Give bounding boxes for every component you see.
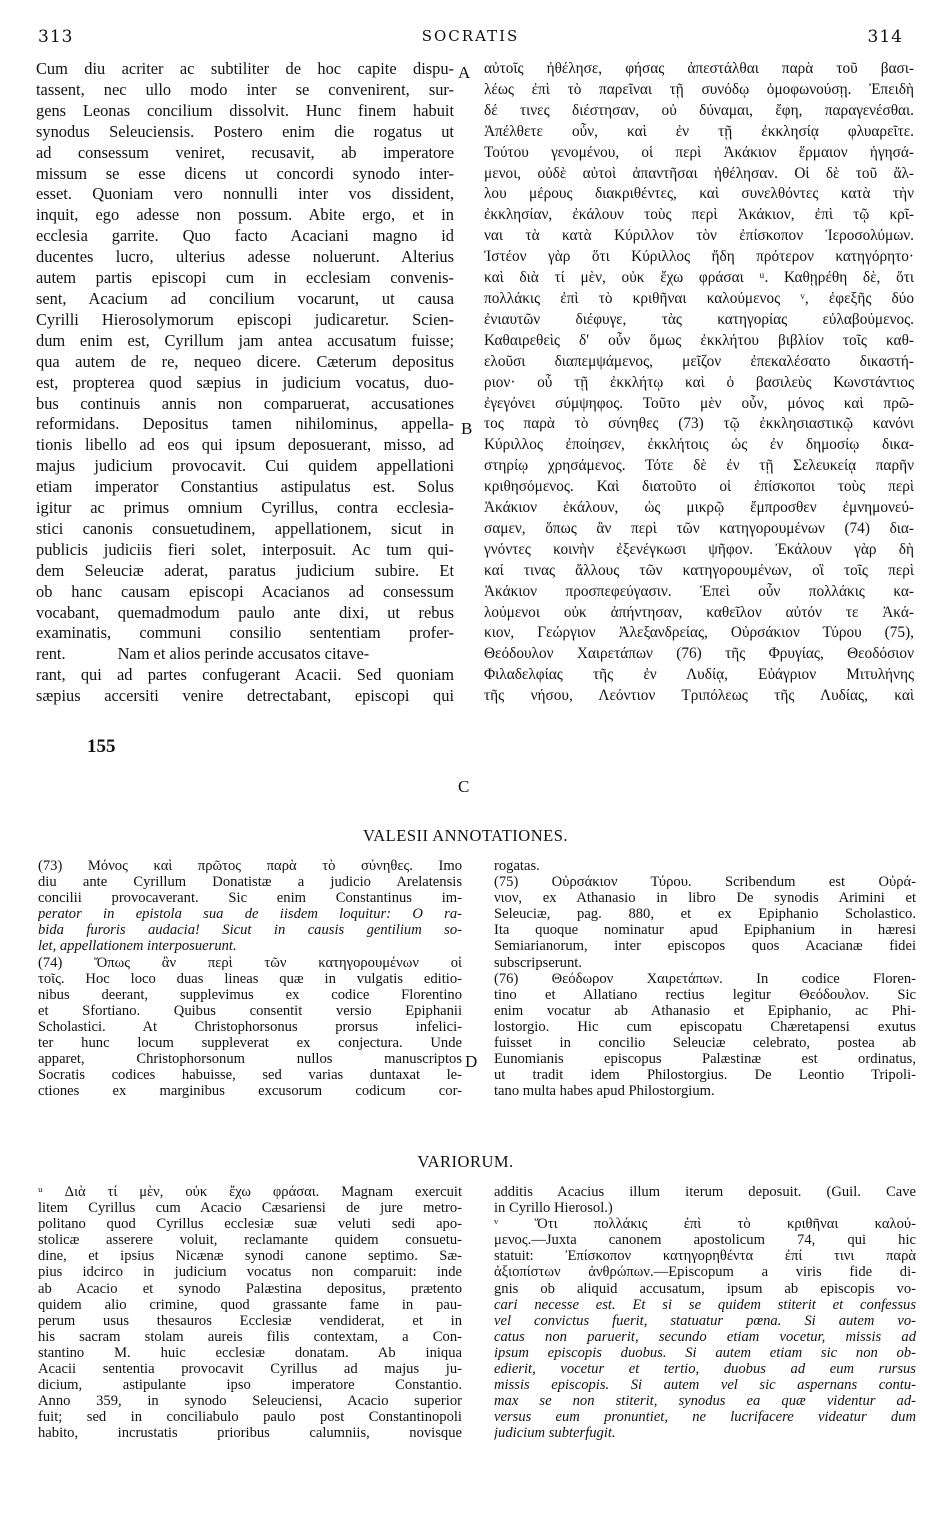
valesii-right-line: tino et Allatiano rectius legitur Θεόδουλον. Sic	[494, 986, 916, 1003]
latin-line: gens Leonas concilium dissolvit. Hunc finem habuit	[36, 100, 454, 120]
margin-marker-b: B	[461, 419, 473, 438]
variorum-right-line: edierit, vocetur et tertio, duobus ad eum rursus	[494, 1361, 916, 1378]
greek-line: λούμενοι οὐκ ἀπήντησαν, καθεῖλον αὐτόν τε Ἀκά-	[484, 603, 914, 621]
variorum-right-line: catus non paruerit, secundo etiam vocetur, missis ad	[494, 1328, 916, 1345]
valesii-right-line: Ita quoque nominatur apud Epiphanium in hæresi	[494, 922, 916, 939]
latin-line: stici canonis consuetudinem, appellationem, sicut in	[36, 518, 454, 538]
variorum-right-line: gnis ob aliquid accusatum, ipsum ab episcopis vo-	[494, 1280, 916, 1297]
variorum-right-line: missis episcopis. Si autem vel sic aspernans contu-	[494, 1377, 916, 1394]
valesii-right-line: (75) Οὐρσάκιον Τύρου. Scribendum est Οὐρά-	[494, 874, 916, 891]
greek-line: λου μέρους διακριθέντες, καὶ συνελθόντες κατὰ τὴν	[484, 185, 914, 203]
greek-line: ριον· οὗ τῇ ἐκκλήτῳ καὶ ὁ βασιλεὺς Κωνστάντιος	[484, 373, 914, 391]
margin-marker-c: C	[458, 777, 470, 796]
variorum-notes-right	[494, 1184, 916, 1442]
variorum-left-line: fuit; sed in conciliabulo paulo post Constantinopoli	[38, 1409, 462, 1426]
greek-line: Κύριλλος ἐποίησεν, ἐκκλήτοις ὡς ἐν δημοσίῳ δικα-	[484, 436, 914, 454]
variorum-left-line: dicium, astipulante ipso imperatore Constantio.	[38, 1377, 462, 1394]
valesii-right-line: Eunomianis episcopus Palæstinæ est ordinatus,	[494, 1051, 916, 1068]
variorum-right-line: statuit: Ἐπίσκοπον κατηγορηθέντα ἐπί τινι παρὰ	[494, 1248, 916, 1265]
greek-line: Ἀπέλθετε οὖν, καὶ ἐν τῇ ἐκκλησίᾳ φλυαρεῖτε.	[484, 122, 914, 140]
greek-line: Θεόδουλον Χαιρετάπων (76) τῆς Φρυγίας, Θεοδόσιον	[484, 645, 914, 663]
valesii-right-line: rogatas.	[494, 858, 540, 874]
greek-line: καί τινας ἄλλους τῶν κατηγορουμένων, οἳ τοῖς περὶ	[484, 561, 914, 579]
greek-line: ἐγεγόνει σύμψηφος. Τοῦτο μὲν οὖν, μόνος καὶ πρῶ-	[484, 394, 914, 412]
latin-line: igitur ac primus omnium Cyrillus, contra ecclesia-	[36, 498, 454, 518]
latin-line-segment: Nam et alios perinde accusatos citave-	[117, 644, 370, 664]
variorum-left-line: perum usus thesauros Ecclesiæ vendiderat, et in	[38, 1312, 462, 1329]
variorum-right-line: additis Acacius illum iterum deposuit. (Guil. Cave	[494, 1184, 916, 1200]
valesii-right-line: Semiarianorum, inter episcopos quos Acacianæ fidei	[494, 938, 916, 955]
greek-line: τος παρὰ τὸ σύνηθες (73) τῷ ἐκκλησιαστικῷ κανόνι	[484, 415, 914, 433]
valesii-left-line: apparet, Christophorsonum nullos manuscriptos	[38, 1051, 462, 1068]
greek-line: Ἀκάκιον ἐκάλουν, ὡς μικρῷ ἔμπροσθεν ἐμνημονεύ-	[484, 499, 914, 517]
valesii-left-line: ctiones ex marginibus excusorum codicum cor-	[38, 1083, 462, 1100]
valesii-right-line: subscripserunt.	[494, 954, 582, 971]
variorum-left-line: litem Cyrillus cum Acacio Cæsariensi de jure metro-	[38, 1200, 462, 1217]
latin-line: bus continuis annis non comparuerat, accusationes	[36, 393, 454, 413]
greek-line: γνόντες κοινὴν ἐξενέγκωσι ψῆφον. Ἐκάλουν γὰρ δὴ	[484, 540, 914, 558]
latin-line: esset. Quoniam vero nonnulli inter vos dissident,	[36, 184, 454, 204]
variorum-right-line: μενος.—Juxta canonem apostolicum 74, qui hic	[494, 1232, 916, 1249]
valesii-right-line: Seleuciæ, pag. 880, et ex Epiphanio Scholastico.	[494, 906, 916, 923]
valesii-right-line: enim vocatur ab Athanasio et Epiphanio, ac Phi-	[494, 1002, 916, 1019]
greek-line: καὶ διὰ τί μὲν, οὐκ ἔχω φράσαι ᵘ. Καθῃρέθη δὲ, ὅτι	[484, 269, 914, 287]
greek-line: τῆς νήσου, Λεόντιον Τριπόλεως τῆς Λυδίας, καὶ	[484, 687, 914, 705]
variorum-right-line: vel convictus fuerit, statuatur pœna. Si autem vo-	[494, 1312, 916, 1329]
variorum-left-line: pius idcirco in judicium vocatus non comparuit: inde	[38, 1264, 462, 1281]
greek-line: λέως ἐπὶ τὸ παρεῖναι τῇ συνόδῳ ὁμοφωνούσῃ. Ἐπειδὴ	[484, 80, 914, 98]
greek-line: σαμεν, ὅπως ἂν περὶ τῶν κατηγορουμένων (74) δια-	[484, 519, 914, 537]
variorum-left-line: quidem alio crimine, quod grassante fame in pau-	[38, 1296, 462, 1313]
margin-marker-d: D	[465, 1052, 478, 1071]
valesii-left-line: Scholastici. At Christophorsonus prorsus infelici-	[38, 1018, 462, 1035]
latin-line: est, propterea quod sæpius in judicium vocatus, duo-	[36, 372, 454, 392]
variorum-right-line: ᵛ Ὅτι πολλάκις ἐπὶ τὸ κριθῆναι καλού-	[494, 1216, 916, 1233]
greek-line: μενοι, οὐδὲ αὐτοὶ ἀπαντῆσαι ἠθέλησαν. Οἱ δὲ τοῦ ἄλ-	[484, 164, 914, 182]
latin-text-column	[36, 59, 454, 707]
valesii-left-line: τοῖς. Hoc loco duas lineas quæ in vulgatis editio-	[38, 970, 462, 987]
valesii-left-line: (74) Ὅπως ἂν περὶ τῶν κατηγορουμένων οἱ	[38, 954, 462, 971]
greek-line: ελοῦσι διαπεμψάμενος, μεῖζον ἐπεκαλέσατο δικαστή-	[484, 352, 914, 370]
variorum-right-line: cari necesse est. Et si se quidem stiterit et confessus	[494, 1296, 916, 1313]
latin-line: etiam imperator Constantius astipulatus est. Solus	[36, 477, 454, 497]
greek-line: Καθαιρεθεὶς δ' οὖν ὅμως ἐκκλήτου βιβλίον τοῖς καθ-	[484, 331, 914, 349]
valesii-left-line: diu ante Cyrillum Donatistæ a judicio Arelatensis	[38, 874, 462, 891]
variorum-left-line: ᵘ Διὰ τί μὲν, οὐκ ἔχω φράσαι. Magnam exercuit	[38, 1184, 462, 1200]
variorum-right-line: max se non stiterit, synodus ea quæ videntur ad-	[494, 1393, 916, 1410]
valesii-right-line: ut tradit idem Philostorgius. De Leontio Tripoli-	[494, 1067, 916, 1084]
latin-line: ad consessum veniret, recusavit, ab imperatore	[36, 142, 454, 162]
latin-line: ecclesia garrite. Quo facto Acaciani magno id	[36, 226, 454, 246]
valesii-left-line: nibus deerant, supplevimus ex codice Florentino	[38, 986, 462, 1003]
valesii-notes-right	[494, 858, 916, 1099]
variorum-left-line: dine, et ipsius Nicænæ synodi canone septimo. Sæ-	[38, 1248, 462, 1265]
greek-line: πολλάκις ἐπὶ τὸ κριθῆναι καλούμενος ᵛ, ἐφεξῆς δύο	[484, 289, 914, 307]
margin-marker-a: A	[458, 63, 471, 82]
latin-line: vocabant, quemadmodum paulo ante dixi, ut rebus	[36, 602, 454, 622]
latin-line: rant, qui ad partes confugerant Acacii. Sed quoniam	[36, 665, 454, 685]
page-number-left: 313	[38, 27, 74, 47]
running-title: SOCRATIS	[421, 27, 520, 45]
valesii-left-line: bida furoris audacia! Sicut in causis gentilium so-	[38, 922, 462, 939]
variorum-left-line: stantino M. huic ecclesiæ donatam. Ab iniqua	[38, 1344, 462, 1361]
latin-line: ducentes lucro, ulterius adesse noluerunt. Alterius	[36, 247, 454, 267]
latin-line: sæpius accersiti venire detrectabant, episcopi qui	[36, 686, 454, 706]
greek-line: Ἰστέον γὰρ ὅτι Κύριλλος ἤδη πρότερον κατηγόρητο·	[484, 248, 914, 266]
valesii-notes-left	[38, 858, 462, 1099]
latin-line-segment: rent.	[36, 644, 66, 664]
greek-line: κιον, Γεώργιον Ἀλεξανδρείας, Οὐρσάκιον Τύρου (75),	[484, 624, 914, 642]
latin-line: tassent, nec ullo modo inter se convenirent, sur-	[36, 79, 454, 99]
variorum-left-line: Anno 359, in synodo Seleuciensi, Acacio superior	[38, 1393, 462, 1410]
page-number-right: 314	[867, 27, 903, 47]
valesii-left-line: ter hunc locum suppleverat ex conjectura. Unde	[38, 1035, 462, 1052]
valesii-left-line: perator in epistola sua de iisdem loquitur: O ra-	[38, 906, 462, 923]
variorum-left-line: ab Acacio et synodo Palæstina depositus, prætento	[38, 1280, 462, 1297]
valesii-right-line: fuisset in concilio Seleuciæ celebrato, postea ab	[494, 1035, 916, 1052]
variorum-left-line: stolicæ asserere voluit, reclamante quidem consuetu-	[38, 1232, 462, 1249]
latin-line: majus judicium provocavit. Cui quidem appellationi	[36, 456, 454, 476]
valesii-left-line: concilii provocaverant. Sic enim Constantinus im-	[38, 890, 462, 907]
latin-line: inquit, ego adesse non possum. Abite ergo, et in	[36, 205, 454, 225]
latin-line: examinatis, communi consilio sententiam profer-	[36, 623, 454, 643]
greek-line: δέ τινες διέστησαν, οὐ δύναμαι, ἔφη, παραγενέσθαι.	[484, 101, 914, 119]
latin-line-with-marker	[36, 644, 454, 665]
variorum-notes-left	[38, 1184, 462, 1442]
variorum-left-line: politano quod Cyrillus ecclesiæ suæ veluti sedi apo-	[38, 1216, 462, 1233]
valesii-right-line: tano multa habes apud Philostorgium.	[494, 1083, 715, 1100]
valesii-right-line: lostorgio. Hic cum episcopatu Chæretapensi exutus	[494, 1018, 916, 1035]
latin-line: dem Seleuciæ aderat, paratus judicium subire. Et	[36, 560, 454, 580]
valesii-left-line: let, appellationem interposuerunt.	[38, 938, 237, 955]
greek-text-column	[484, 59, 914, 707]
greek-line: Φιλαδελφίας τῆς ἐν Λυδίᾳ, Εὐάγριον Μιτυλήνης	[484, 666, 914, 684]
greek-line: ναι τὰ κατὰ Κύριλλον τὸν ἐπίσκοπον Ἱεροσολύμων.	[484, 227, 914, 245]
valesii-right-line: (76) Θεόδωρον Χαιρετάπων. In codice Floren-	[494, 970, 916, 987]
running-header	[30, 27, 911, 51]
greek-line: κριθησόμενος. Καὶ διατοῦτο οἱ ἐπίσκοποι τοὺς περὶ	[484, 478, 914, 496]
variorum-right-line: ἀξιοπίστων ἀνθρώπων.—Episcopum a viris fide di-	[494, 1264, 916, 1281]
greek-line: στηρίῳ χρησάμενος. Τότε δὲ ἐν τῇ Σελευκείᾳ παρῆν	[484, 457, 914, 475]
variorum-right-line: ipsum episcopis duobus. Si autem etiam sic non ob-	[494, 1344, 916, 1361]
valesii-left-line: et Sfortiano. Quibus consentit versio Epiphanii	[38, 1002, 462, 1019]
page-marker-155: 155	[87, 736, 116, 757]
latin-line: sent, Acacium ad concilium vocarunt, ut causa	[36, 288, 454, 308]
latin-line: Cum diu acriter ac subtiliter de hoc capite dispu-	[36, 59, 454, 78]
variorum-right-line: judicium subterfugit.	[494, 1425, 616, 1442]
latin-line: dum enim est, Cyrillum jam antea accusatum fuisse;	[36, 330, 454, 350]
latin-line: autem partis episcopi cum in ecclesiam convenis-	[36, 268, 454, 288]
section-heading-valesii: VALESII ANNOTATIONES.	[362, 826, 569, 845]
greek-line: ἐκκλησίαν, ἐκάλουν τοὺς περὶ Ἀκάκιον, ἐπὶ τῷ κρῖ-	[484, 206, 914, 224]
latin-line: publicis judiciis fieri solet, interposuit. Ac tum qui-	[36, 539, 454, 559]
variorum-left-line: his sacram stolam aureis filis contextam, a Con-	[38, 1328, 462, 1345]
variorum-right-line: versus eum pronuntiet, ne lucrifacere videatur dum	[494, 1409, 916, 1426]
variorum-right-line: in Cyrillo Hierosol.)	[494, 1200, 613, 1217]
latin-line: reformidans. Depositus tamen nihilominus, appella-	[36, 414, 454, 434]
variorum-left-line: Acacii sententia provocavit Cyrillus ad majus ju-	[38, 1361, 462, 1378]
variorum-left-line: habito, incrustatis prioribus calumniis, novisque	[38, 1425, 462, 1442]
latin-line: missum se esse dicens ut concordi synodo inter-	[36, 163, 454, 183]
section-heading-variorum: VARIORUM.	[417, 1152, 514, 1171]
valesii-right-line: νιον, ex Athanasio in libro De synodis Arimini et	[494, 890, 916, 907]
latin-line: Cyrilli Hierosolymorum episcopi judicaretur. Scien-	[36, 309, 454, 329]
latin-line: synodus Seleuciensis. Postero enim die rogatus ut	[36, 121, 454, 141]
greek-line: Ἀκάκιον προσπεφεύγασιν. Ἐπεὶ οὖν πολλάκις κα-	[484, 582, 914, 600]
greek-line: Τούτου γενομένου, οἱ περὶ Ἀκάκιον ἕρμαιον ἡγησά-	[484, 143, 914, 161]
greek-line: αὐτοῖς ἠθέλησε, φήσας ἀπεστάλθαι παρὰ τοῦ βασι-	[484, 60, 914, 77]
latin-line: qua autem de re, nequeo dicere. Cæterum depositus	[36, 351, 454, 371]
latin-line: tionis libello ad eos qui ipsum deposuerant, misso, ad	[36, 435, 454, 455]
latin-line: ob hanc causam episcopi Acacianos ad consessum	[36, 581, 454, 601]
valesii-left-line: Socratis codices habuisse, sed varias duntaxat le-	[38, 1067, 462, 1084]
valesii-left-line: (73) Μόνος καὶ πρῶτος παρὰ τὸ σύνηθες. Imo	[38, 858, 462, 874]
greek-line: ἐνιαυτῶν διέφυγε, τὰς κατηγορίας εὐλαβούμενος.	[484, 310, 914, 328]
